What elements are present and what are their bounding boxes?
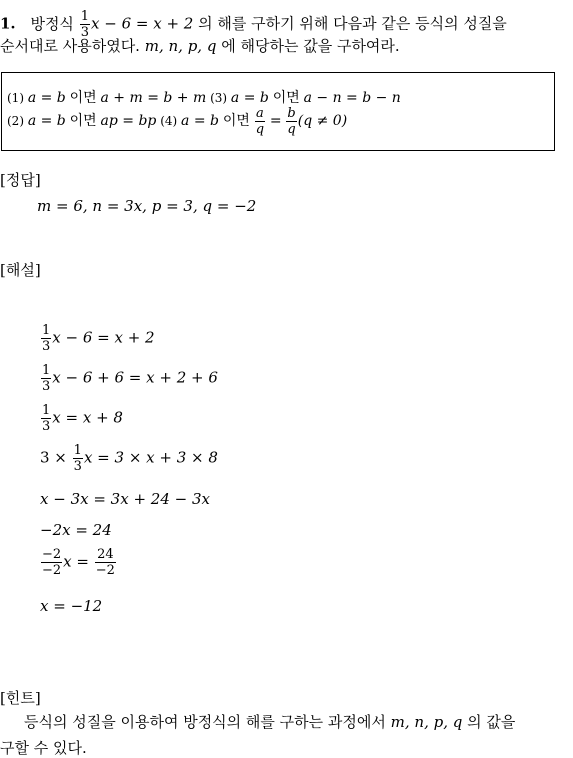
answer-text: m = 6, n = 3x, p = 3, q = −2 bbox=[37, 197, 257, 215]
solution-step-4: 3 × $\frac{1}{3}$ x = 3 × x + 3 × 8 bbox=[40, 443, 218, 474]
solution-step-2: $\frac{1}{3}$ x − 6 + 6 = x + 2 + 6 bbox=[42, 363, 218, 394]
problem-text: 의 해를 구하기 위해 다음과 같은 등식의 성질을 bbox=[198, 14, 507, 33]
variables: m, n, p, q bbox=[144, 37, 217, 55]
hint-line-1: 등식의 성질을 이용하여 방정식의 해를 구하는 과정에서 m, n, p, q 의 값을 bbox=[24, 713, 516, 731]
solution-step-1: $\frac{1}{3}$ x − 6 = x + 2 bbox=[42, 323, 155, 354]
property-row-2: (2) a = b 이면 ap = bp (4) a = b 이면 $\frac{a}{q}$ = $\frac{b}{q}$ (q ≠ 0) bbox=[7, 106, 348, 137]
hint-line-2: 구할 수 있다. bbox=[0, 739, 87, 757]
problem-line-1 bbox=[0, 10, 507, 39]
problem-number: 1. bbox=[0, 14, 16, 33]
solution-step-8: x = −12 bbox=[40, 597, 103, 615]
hint-heading: [힌트] bbox=[0, 689, 41, 707]
equation-fraction: $\frac{1}{3}$ bbox=[80, 9, 89, 40]
solution-step-5: x − 3x = 3x + 24 − 3x bbox=[40, 490, 210, 508]
properties-box bbox=[1, 72, 555, 151]
answer-heading: [정답] bbox=[0, 171, 41, 189]
solution-step-7: $\frac{-2}{-2}$ x = $\frac{24}{-2}$ bbox=[42, 547, 115, 578]
problem-text: 방정식 bbox=[30, 14, 74, 33]
equation: x − 6 = x + 2 bbox=[91, 14, 194, 33]
property-row-1: (1) a = b 이면 a + m = b + m (3) a = b 이면 a − n = b − n bbox=[7, 90, 401, 106]
problem-line-2: 순서대로 사용하였다. m, n, p, q 에 해당하는 값을 구하여라. bbox=[0, 37, 400, 55]
solution-step-6: −2x = 24 bbox=[40, 521, 112, 539]
solution-step-3: $\frac{1}{3}$ x = x + 8 bbox=[42, 403, 123, 434]
solution-heading: [해설] bbox=[0, 261, 41, 279]
